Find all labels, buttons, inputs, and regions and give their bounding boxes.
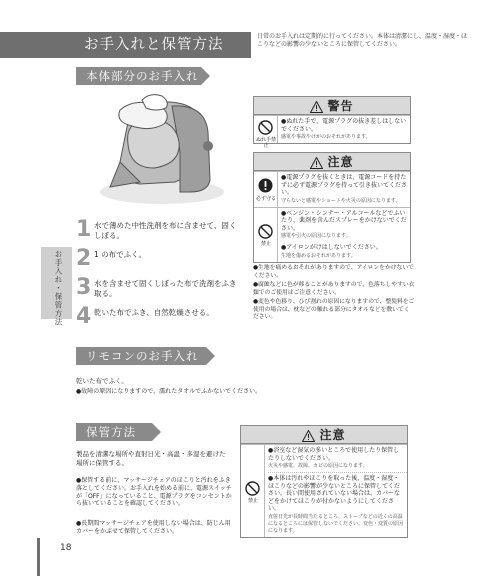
- step-text: 水で薄めた中性洗剤を布に含ませて、固くしぼる。: [94, 221, 237, 240]
- step-text: 乾いた布でふき、自然乾燥させる。: [94, 308, 214, 317]
- section-heading-storage: 保管方法: [76, 423, 152, 441]
- caution-text: ●電源プラグを抜くときは、電源コードを持たずに必ず電源プラグを持って引き抜いてください。: [281, 174, 408, 196]
- caution-row: [254, 207, 410, 262]
- caution-text: ●アイロンがけはしないでください。: [281, 244, 382, 251]
- warning-title: 警告: [327, 99, 354, 113]
- caution-subtext: 火災や感電、故障、カビの原因になります。: [268, 463, 368, 469]
- bullet-item: ●腐蝕などに色が移ることがありますので、色落ちしやすい衣類でのご使用はご注意ください。: [253, 282, 415, 296]
- caution-box-storage: [240, 425, 408, 538]
- caution-subtext: 生地を傷めるおそれがあります。: [281, 252, 356, 259]
- icon-label: ぬれ手禁止: [255, 137, 276, 149]
- caution-title: 注意: [327, 155, 354, 169]
- caution-subtext: 直射日光が長時間当たるところ、ストーブなどの近くの高温になるところには保管しないでください。変色・変質の原因になります。: [268, 513, 404, 534]
- section-heading-body-care: 本体部分のお手入れ: [76, 67, 201, 85]
- caution-box: [253, 152, 411, 263]
- prohibited-icon: [245, 481, 260, 496]
- step-number: 1: [76, 217, 92, 242]
- caution-subtext: 守らないと感電やショートや火災の原因になります。: [281, 197, 401, 204]
- storage-bullet: ●長期間マッサージチェアを使用しない場合は、防じん用カバーをかぶせて保管してください。: [76, 520, 231, 535]
- caution-text: ●ベンジン・シンナー・アルコールなどでふいたり、薬剤を含んだスプレーをかけないでください。: [281, 209, 407, 232]
- storage-bullet: ●保管する前に、マッサージチェアのほこりと汚れをふき落としてください。お手入れを始める前に、電源スイッチが「OFF」になっていること、電源プラグをコンセントから抜いていることを確認してください。: [76, 477, 232, 508]
- step-text: 水を含ませて固くしぼった布で洗剤をふき取る。: [94, 279, 237, 298]
- prohibited-icon: [258, 224, 273, 239]
- caution-header: [241, 426, 407, 444]
- page-edge-bar: [37, 538, 40, 576]
- side-label: お手入れ・保管方法: [54, 250, 63, 327]
- caution-text: ●浴室など湿気の多いところで使用したり保管したりしないでください。: [268, 447, 400, 462]
- caution-title: 注意: [319, 428, 346, 442]
- title-note: 日常のお手入れは定期的に行ってください。本体は清潔にし、温度・湿度・ほこりなどの影響の少ないところに保管してください。: [257, 33, 468, 48]
- caution-text: ●本体は汚れやほこりを取った後、温度・湿度・ほこりなどの影響が少ないところに保管してください。長い間使用されていない場合は、カバーなどをかけてほこりが付かないようにしてください。: [268, 472, 407, 514]
- mandatory-icon: [258, 178, 273, 193]
- page-number: 18: [60, 543, 72, 553]
- step-text: 1 の布でふく。: [94, 250, 147, 259]
- page-title: お手入れと保管方法: [84, 37, 224, 53]
- remote-care-text: 乾いた布でふく。: [76, 377, 128, 385]
- storage-intro: 製品を清潔な場所や直射日光・高温・多湿を避けた場所に保管する。: [76, 450, 226, 467]
- icon-label: 禁止: [247, 498, 258, 504]
- step-number: 4: [76, 304, 92, 329]
- care-notes: [253, 265, 415, 324]
- step-number: 3: [76, 275, 92, 300]
- caution-triangle-icon: [310, 157, 323, 169]
- caution-row: [254, 171, 410, 207]
- bullet-item: ●生地を痛めるおそれがありますので、アイロンをかけないでください。: [253, 265, 414, 279]
- caution-subtext: 感電や引火の原因になります。: [281, 233, 351, 239]
- chair-cleaning-illustration: [80, 92, 230, 207]
- icon-label: 禁止: [260, 240, 271, 247]
- section-heading-remote-care: リモコンのお手入れ: [76, 347, 206, 365]
- caution-row: [241, 444, 407, 537]
- remote-care-note: ●故障の原因になりますので、濡れたタオルでふかないでください。: [76, 388, 262, 395]
- warning-row: [254, 115, 410, 149]
- icon-label: 必ず守る: [255, 196, 276, 202]
- warning-text: ●ぬれた手で、電源プラグの抜き差しはしないでください。: [281, 118, 407, 133]
- caution-triangle-icon: [302, 430, 315, 442]
- warning-triangle-icon: [310, 101, 323, 113]
- step-number: 2: [76, 246, 92, 271]
- warning-box: [253, 96, 411, 149]
- warning-header: [254, 97, 410, 115]
- no-wet-hands-icon: [258, 120, 273, 135]
- caution-header: [254, 153, 410, 171]
- bullet-item: ●変色や色移り、ひび割れの原因になりますので、整髪料をご使用の場合は、枕などの触れる部分にタオルなどを敷いてください。: [253, 299, 415, 320]
- warning-subtext: 感電や事故やけがのおそれがあります。: [281, 134, 371, 140]
